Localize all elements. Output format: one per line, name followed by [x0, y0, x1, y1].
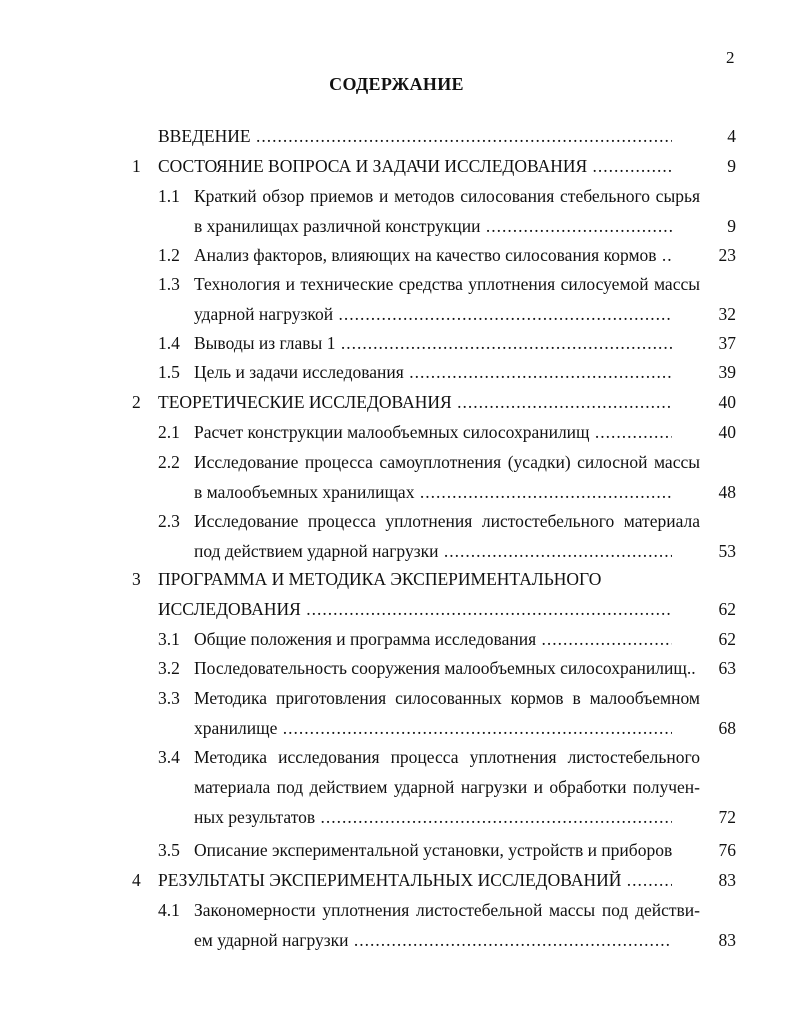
toc-page-number: 32: [718, 304, 736, 324]
toc-entry-text-line: ударной нагрузкой .....: [194, 302, 672, 326]
toc-page-number: 83: [718, 930, 736, 950]
toc-entry-3-1: [0, 627, 736, 651]
toc-page-number: 53: [718, 541, 736, 561]
toc-entry-text: Описание экспериментальной установки, устройств и приборов .....: [194, 838, 672, 862]
toc-entry-number: 3.4: [158, 747, 180, 767]
toc-page-number: 76: [718, 840, 736, 860]
toc-entry-text-line: под действием ударной нагрузки .....: [194, 539, 672, 563]
page-number: 2: [726, 48, 735, 67]
toc-entry-text-line: Исследование процесса уплотнения листостебельного материала: [194, 511, 700, 531]
toc-entry-number: 3: [132, 569, 141, 589]
toc-entry-number: 1: [132, 156, 141, 176]
toc-entry-chapter-4: [0, 868, 736, 892]
toc-entry-text-line: Закономерности уплотнения листостебельной массы под действи-: [194, 900, 700, 920]
toc-entry-1-1: [0, 184, 736, 238]
toc-page-number: 23: [718, 245, 736, 265]
toc-entry-text: Анализ факторов, влияющих на качество силосования кормов .....: [194, 243, 672, 267]
toc-entry-1-2: [0, 243, 736, 267]
toc-entry-text: Расчет конструкции малообъемных силосохранилищ .....: [194, 420, 672, 444]
toc-entry-text-line: ПРОГРАММА И МЕТОДИКА ЭКСПЕРИМЕНТАЛЬНОГО: [158, 569, 602, 589]
toc-entry-number: 2.1: [158, 422, 180, 442]
toc-entry-1-3: [0, 272, 736, 326]
toc-entry-number: 3.2: [158, 658, 180, 678]
toc-entry-intro: [158, 124, 736, 148]
toc-entry-1-4: [0, 331, 736, 355]
toc-entry-chapter-2: [0, 390, 736, 414]
toc-entry-text-line: ИССЛЕДОВАНИЯ .....: [158, 597, 672, 621]
toc-entry-text-line: Краткий обзор приемов и методов силосования стебельного сырья: [194, 186, 700, 206]
toc-entry-number: 4: [132, 870, 141, 890]
toc-page-number: 63: [718, 658, 736, 678]
toc-entry-number: 3.5: [158, 840, 180, 860]
toc-entry-number: 2: [132, 392, 141, 412]
toc-entry-number: 1.3: [158, 274, 180, 294]
toc-entry-3-2: [0, 656, 736, 680]
toc-entry-number: 2.3: [158, 511, 180, 531]
toc-entry-text: Общие положения и программа исследования .....: [194, 627, 672, 651]
toc-page-number: 83: [718, 870, 736, 890]
toc-entry-number: 4.1: [158, 900, 180, 920]
toc-page-number: 68: [718, 718, 736, 738]
toc-entry-number: 1.1: [158, 186, 180, 206]
toc-entry-text-line: ем ударной нагрузки .....: [194, 928, 672, 952]
toc-entry-text: Выводы из главы 1 .....: [194, 331, 672, 355]
toc-entry-1-5: [0, 360, 736, 384]
toc-entry-text-line: материала под действием ударной нагрузки и обработки получен-: [194, 777, 700, 797]
toc-entry-text: Цель и задачи исследования .....: [194, 360, 672, 384]
toc-entry-text-line: Технология и технические средства уплотнения силосуемой массы: [194, 274, 700, 294]
toc-entry-text-line: ных результатов .....: [194, 805, 672, 829]
toc-page-number: 48: [718, 482, 736, 502]
toc-page-number: 39: [718, 362, 736, 382]
toc-page-number: 62: [718, 629, 736, 649]
toc-page-number: 4: [727, 126, 736, 146]
toc-entry-text-line: в хранилищах различной конструкции .....: [194, 214, 672, 238]
toc-entry-text-line: Исследование процесса самоуплотнения (усадки) силосной массы: [194, 452, 700, 472]
toc-entry-3-3: [0, 686, 736, 740]
toc-entry-number: 2.2: [158, 452, 180, 472]
toc-entry-number: 1.2: [158, 245, 180, 265]
toc-entry-text: СОСТОЯНИЕ ВОПРОСА И ЗАДАЧИ ИССЛЕДОВАНИЯ .....: [158, 154, 672, 178]
toc-entry-text-line: хранилище .....: [194, 716, 672, 740]
toc-entry-2-3: [0, 509, 736, 563]
toc-entry-2-2: [0, 450, 736, 504]
toc-entry-number: 3.1: [158, 629, 180, 649]
toc-entry-number: 1.4: [158, 333, 180, 353]
toc-page-number: 37: [718, 333, 736, 353]
toc-entry-text-line: Методика исследования процесса уплотнения листостебельного: [194, 747, 700, 767]
toc-entry-text-line: Методика приготовления силосованных кормов в малообъемном: [194, 688, 700, 708]
toc-entry-2-1: [0, 420, 736, 444]
toc-entry-text-line: в малообъемных хранилищах .....: [194, 480, 672, 504]
toc-entry-number: 1.5: [158, 362, 180, 382]
toc-page-number: 40: [718, 422, 736, 442]
toc-entry-chapter-3: [0, 567, 736, 621]
toc-entry-text: РЕЗУЛЬТАТЫ ЭКСПЕРИМЕНТАЛЬНЫХ ИССЛЕДОВАНИЙ .....: [158, 868, 672, 892]
toc-page-number: 62: [718, 599, 736, 619]
toc-page-number: 40: [718, 392, 736, 412]
page-title: СОДЕРЖАНИЕ: [329, 74, 464, 94]
toc-entry-chapter-1: [0, 154, 736, 178]
toc-entry-number: 3.3: [158, 688, 180, 708]
toc-entry-text: ВВЕДЕНИЕ .....: [158, 124, 672, 148]
toc-entry-text: ТЕОРЕТИЧЕСКИЕ ИССЛЕДОВАНИЯ .....: [158, 390, 672, 414]
toc-entry-3-5: [0, 838, 736, 862]
toc-page-number: 9: [727, 156, 736, 176]
toc-page-number: 9: [727, 216, 736, 236]
toc-entry-3-4: [0, 745, 736, 829]
toc-entry-text: Последовательность сооружения малообъемных силосохранилищ..: [194, 658, 696, 678]
toc-page-number: 72: [718, 807, 736, 827]
toc-entry-4-1: [0, 898, 736, 952]
